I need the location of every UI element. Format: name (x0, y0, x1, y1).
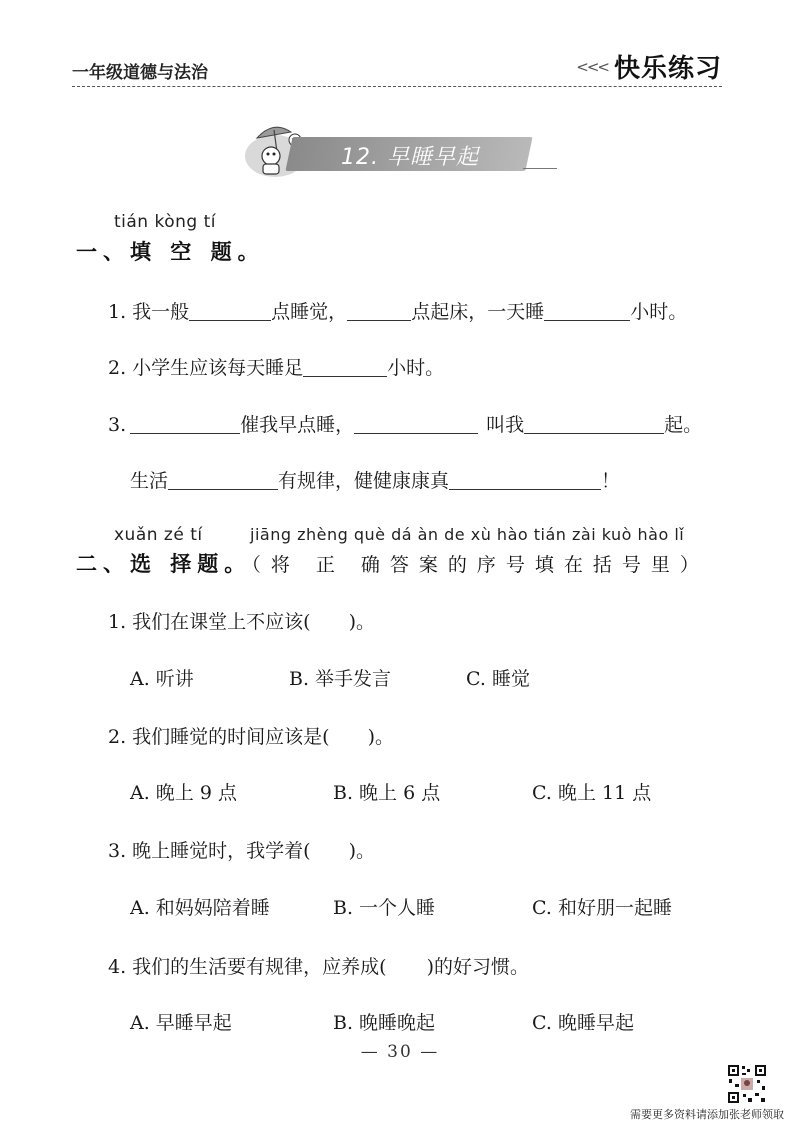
lesson-title: 12. 早睡早起 (341, 145, 479, 170)
option-a[interactable]: A. 听讲 (130, 668, 194, 690)
option-c[interactable]: C. 晚上 11 点 (532, 782, 652, 804)
fill-question-2 (108, 353, 444, 380)
option-c[interactable]: C. 晚睡早起 (532, 1012, 634, 1034)
page-header (72, 46, 722, 90)
fill-question-1 (108, 297, 687, 324)
q3-text-a: 3. (108, 414, 127, 436)
section2-instruction: （将 正 确答案的序号填在括号里） (251, 554, 709, 576)
q1-text-a: 1. 我一般 (108, 301, 190, 323)
question-stem-end: )。 (348, 840, 376, 862)
answer-blank[interactable] (303, 356, 387, 377)
header-divider (72, 86, 722, 87)
choice-question-1 (108, 607, 375, 634)
answer-blank[interactable] (544, 300, 630, 321)
question-stem-end: )的好习惯。 (426, 956, 530, 978)
section2-pinyin-left: xuǎn zé tí (114, 525, 203, 545)
answer-blank[interactable] (347, 300, 411, 321)
question-stem: 2. 我们睡觉的时间应该是( (108, 726, 330, 748)
q2-text-b: 小时。 (387, 357, 445, 379)
section1-title: 一、填 空 题。 (76, 240, 265, 264)
q1-text-b: 点睡觉， (271, 301, 348, 323)
q2-text-a: 2. 小学生应该每天睡足 (108, 357, 304, 379)
q1-text-c: 点起床，一天睡 (411, 301, 545, 323)
option-c[interactable]: C. 和好朋一起睡 (532, 897, 672, 919)
section2-pinyin-right: jiāng zhèng què dá àn de xù hào tián zài kuò hào lǐ (250, 525, 685, 544)
choice-question-3 (108, 836, 375, 863)
lesson-banner (243, 118, 561, 180)
page-number: — 30 — (360, 1042, 440, 1062)
q3b-text-c: ！ (601, 470, 621, 492)
section2-title-text: 二、选 择题。 (76, 552, 252, 576)
option-b[interactable]: B. 一个人睡 (333, 897, 436, 919)
answer-blank[interactable] (168, 469, 278, 490)
chevron-left-icon: <<< (576, 57, 608, 76)
answer-blank[interactable] (130, 413, 240, 434)
answer-blank[interactable] (354, 413, 478, 434)
question-stem-end: )。 (348, 611, 376, 633)
answer-blank[interactable] (189, 300, 271, 321)
q3b-text-a: 生活 (130, 470, 169, 492)
option-a[interactable]: A. 晚上 9 点 (130, 782, 237, 804)
brand-title: 快乐练习 (613, 54, 722, 84)
answer-blank[interactable] (524, 413, 664, 434)
q3b-text-b: 有规律，健健康康真 (278, 470, 450, 492)
subject-label: 一年级道德与法治 (72, 63, 208, 83)
brand (576, 48, 722, 85)
option-b[interactable]: B. 晚上 6 点 (333, 782, 441, 804)
fill-question-3 (108, 410, 702, 437)
choice-question-2 (108, 722, 394, 749)
question-stem: 4. 我们的生活要有规律，应养成( (108, 956, 387, 978)
question-stem: 3. 晚上睡觉时，我学着( (108, 840, 311, 862)
choice-question-4 (108, 952, 529, 979)
qr-code-icon[interactable] (727, 1064, 767, 1104)
question-stem-end: )。 (367, 726, 395, 748)
option-b[interactable]: B. 晚睡晚起 (333, 1012, 436, 1034)
fill-question-3-line2 (130, 466, 620, 493)
question-stem: 1. 我们在课堂上不应该( (108, 611, 311, 633)
option-a[interactable]: A. 早睡早起 (130, 1012, 232, 1034)
option-b[interactable]: B. 举手发言 (289, 668, 392, 690)
section2-title (76, 548, 709, 578)
q3-text-c: 叫我 (486, 414, 525, 436)
option-c[interactable]: C. 睡觉 (466, 668, 530, 690)
q3-text-b: 催我早点睡， (240, 414, 355, 436)
q3-text-d: 起。 (664, 414, 703, 436)
q1-text-d: 小时。 (630, 301, 688, 323)
option-a[interactable]: A. 和妈妈陪着睡 (130, 897, 270, 919)
section1-pinyin: tián kòng tí (114, 212, 216, 232)
footer-note: 需要更多资料请添加张老师领取 (630, 1108, 784, 1121)
banner-tail-line (523, 168, 557, 169)
answer-blank[interactable] (449, 469, 601, 490)
